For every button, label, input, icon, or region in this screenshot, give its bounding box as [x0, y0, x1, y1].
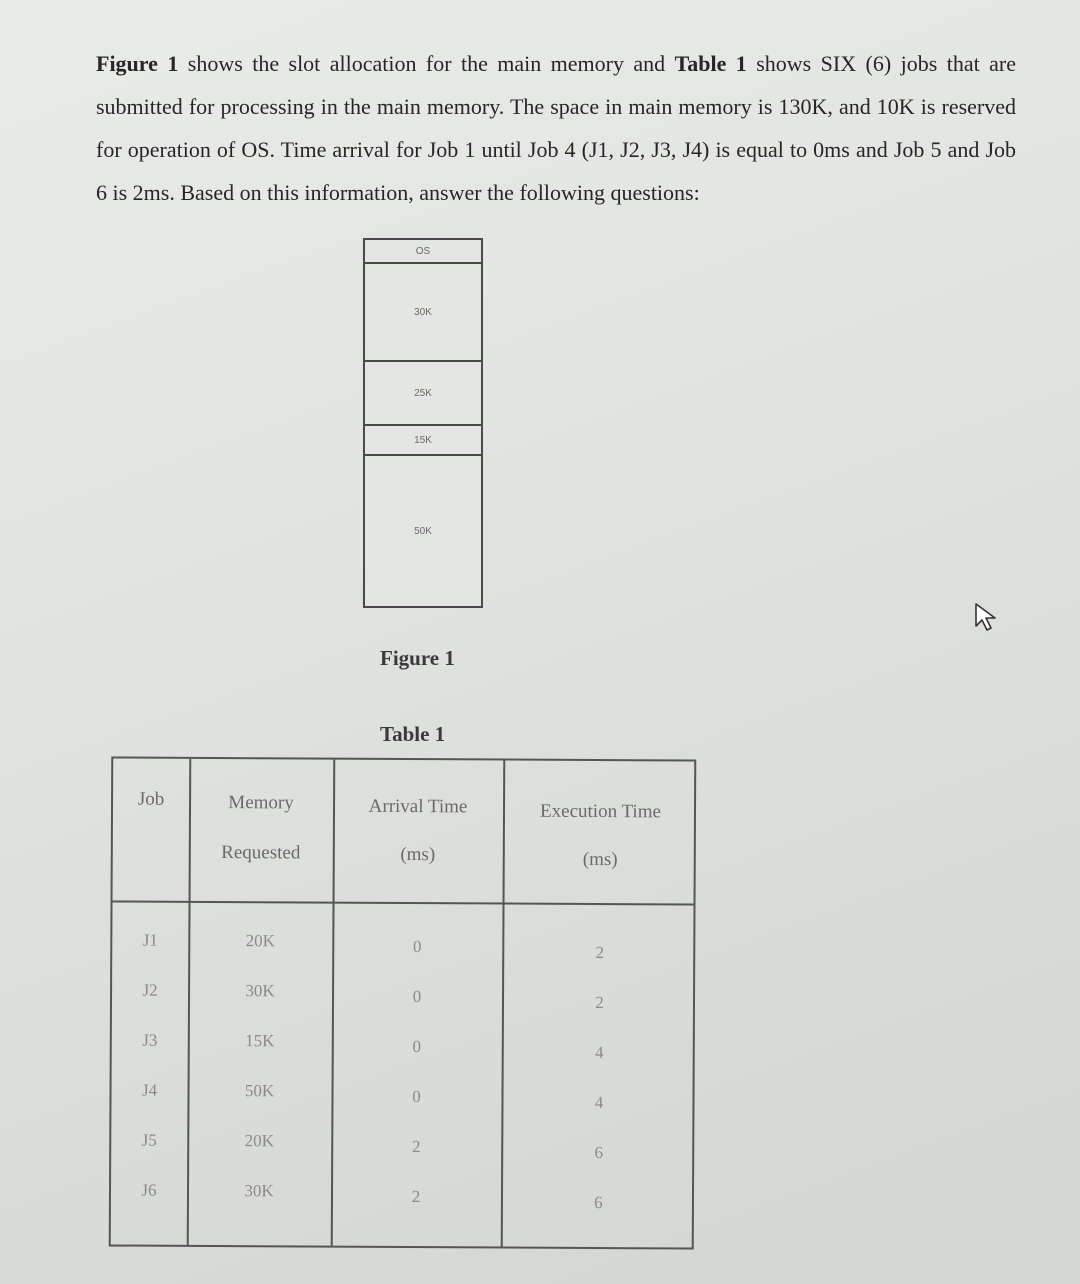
table-cell-job: J2	[142, 980, 158, 1000]
table-cell-memory: 30K	[244, 1181, 274, 1201]
table-cell-job: J4	[141, 1080, 158, 1100]
table-cell-execution: 6	[594, 1143, 604, 1163]
header-job: Job	[137, 788, 165, 810]
table-cell-job: J3	[142, 1030, 158, 1050]
table-cell-arrival: 0	[412, 1037, 422, 1057]
table-cell-arrival: 0	[412, 1087, 421, 1107]
table-cell-arrival: 2	[411, 1187, 421, 1207]
table-cell-memory: 50K	[244, 1081, 275, 1101]
table-cell-execution: 6	[594, 1193, 603, 1213]
table-cell-memory: 20K	[244, 1131, 274, 1151]
table-cell-arrival: 2	[411, 1137, 421, 1157]
memory-slot-15k: 15K	[365, 426, 481, 456]
memory-slot-30k: 30K	[365, 264, 481, 362]
memory-slot-25k: 25K	[365, 362, 481, 426]
header-arrival-time: Arrival Time (ms)	[368, 795, 468, 866]
memory-slot-50k: 50K	[414, 525, 432, 537]
table-cell-memory: 15K	[245, 1031, 275, 1051]
table-caption: Table 1	[380, 722, 446, 746]
memory-slot-os: OS	[365, 240, 481, 264]
figure-caption: Figure 1	[380, 646, 455, 670]
table-cell-job: J5	[141, 1130, 157, 1150]
table-cell-job: J1	[142, 930, 158, 950]
question-intro: Figure 1 shows the slot allocation for the main memory and Table 1 shows SIX (6) jobs that are submitted for processing in the main memory. The space in main memory is 130K, and 10K is reserved for operation of OS. Time arrival for Job 1 until Job 4 (J1, J2, J3, J4) is equal to 0ms and Job 5 and Job 6 is 2ms. Based on this information, answer the following questions:	[96, 51, 1016, 205]
jobs-table	[109, 756, 697, 1249]
table-cell-job: J6	[141, 1180, 157, 1200]
table-cell-arrival: 0	[412, 987, 422, 1007]
table-cell-arrival: 0	[412, 937, 422, 957]
table-cell-memory: 30K	[245, 981, 275, 1001]
memory-diagram	[363, 238, 483, 608]
header-execution-time: Execution Time (ms)	[540, 800, 661, 871]
mouse-cursor-icon	[970, 600, 1004, 634]
header-memory: Memory Requested	[221, 792, 301, 864]
table-cell-execution: 2	[595, 943, 605, 963]
table-cell-execution: 4	[594, 1093, 604, 1113]
table-cell-memory: 20K	[245, 931, 276, 951]
table-cell-execution: 4	[594, 1043, 604, 1063]
table-cell-execution: 2	[595, 993, 604, 1013]
